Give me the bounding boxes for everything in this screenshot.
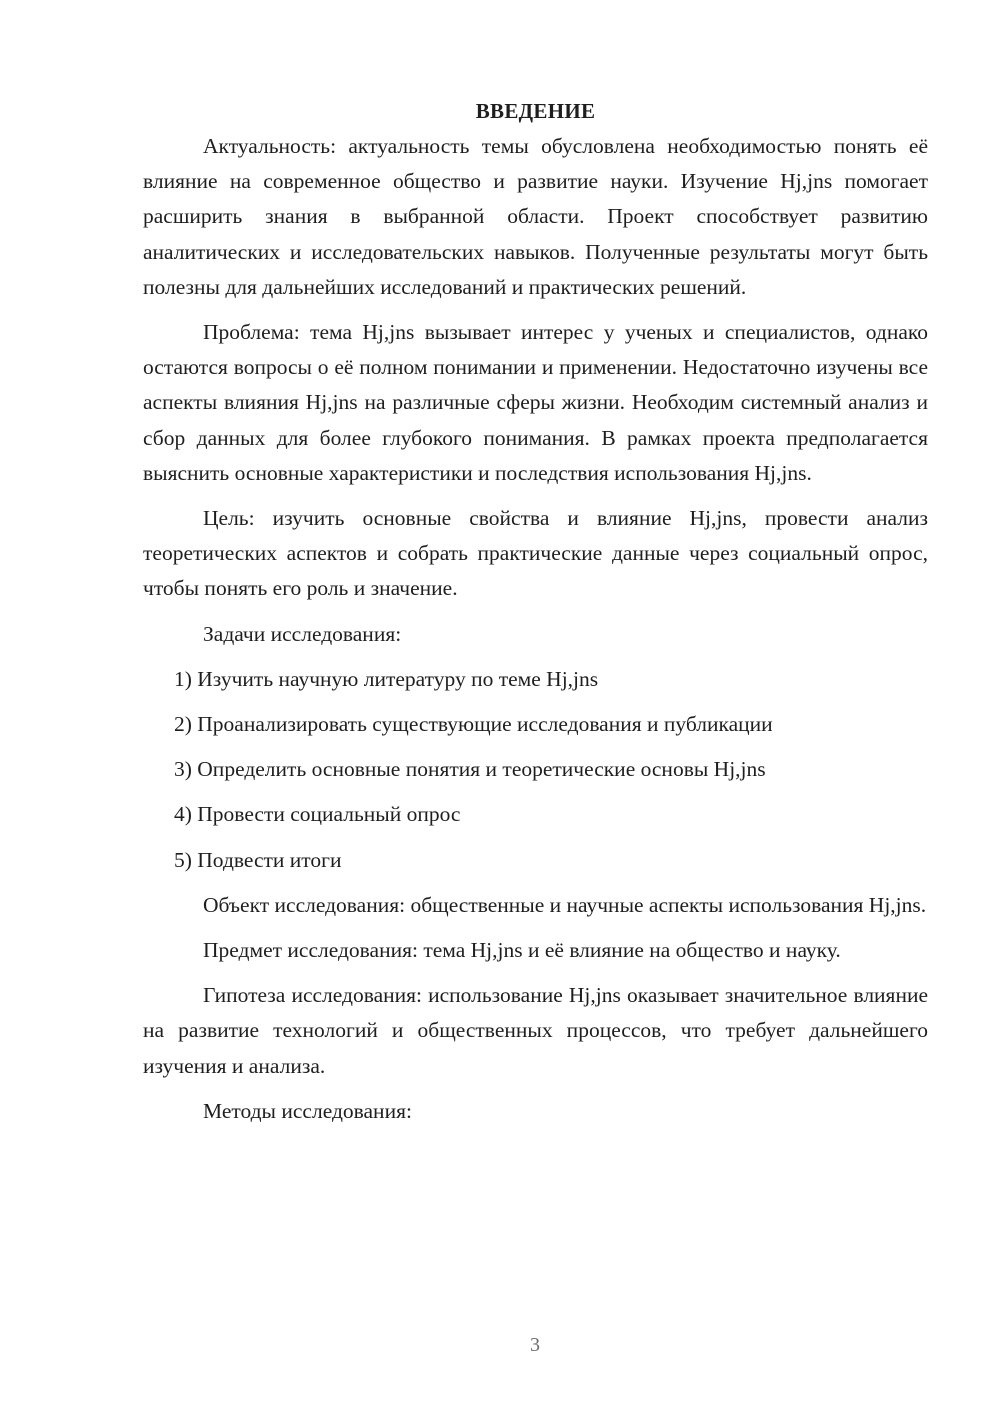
list-item: 3) Определить основные понятия и теоретические основы Hj,jns: [174, 757, 766, 782]
problem-paragraph: Проблема: тема Hj,jns вызывает интерес у ученых и специалистов, однако остаются вопросы о её полном понимании и применении. Недостаточно изучены все аспекты влияния Hj,jns на различные сферы жизни. Необходим системный анализ и сбор данных для более глубокого понимания. В рамках проекта предполагается выяснить основные характеристики и последствия использования Hj,jns.: [143, 320, 928, 485]
relevance-paragraph: Актуальность: актуальность темы обусловлена необходимостью понять её влияние на современное общество и развитие науки. Изучение Hj,jns помогает расширить знания в выбранной области. Проект способствует развитию аналитических и исследовательских навыков. Полученные результаты могут быть полезны для дальнейших исследований и практических решений.: [143, 134, 928, 299]
list-item: 1) Изучить научную литературу по теме Hj,jns: [174, 666, 599, 691]
tasks-heading: Задачи исследования:: [203, 621, 402, 646]
tasks-list: [143, 662, 928, 878]
document-page: [143, 94, 928, 1129]
goal-paragraph: Цель: изучить основные свойства и влияние Hj,jns, провести анализ теоретических аспектов и собрать практические данные через социальный опрос, чтобы понять его роль и значение.: [143, 506, 928, 601]
list-item: 5) Подвести итоги: [174, 847, 342, 872]
hypothesis-paragraph: Гипотеза исследования: использование Hj,jns оказывает значительное влияние на развитие технологий и общественных процессов, что требует дальнейшего изучения и анализа.: [143, 983, 928, 1078]
object-paragraph: Объект исследования: общественные и научные аспекты использования Hj,jns.: [203, 892, 927, 917]
page-title: ВВЕДЕНИЕ: [475, 99, 596, 123]
list-item: 2) Проанализировать существующие исследования и публикации: [174, 712, 773, 737]
page-number: 3: [530, 1334, 540, 1356]
list-item: 4) Провести социальный опрос: [174, 802, 461, 827]
methods-heading: Методы исследования:: [203, 1098, 412, 1123]
subject-paragraph: Предмет исследования: тема Hj,jns и её влияние на общество и науку.: [203, 938, 841, 963]
